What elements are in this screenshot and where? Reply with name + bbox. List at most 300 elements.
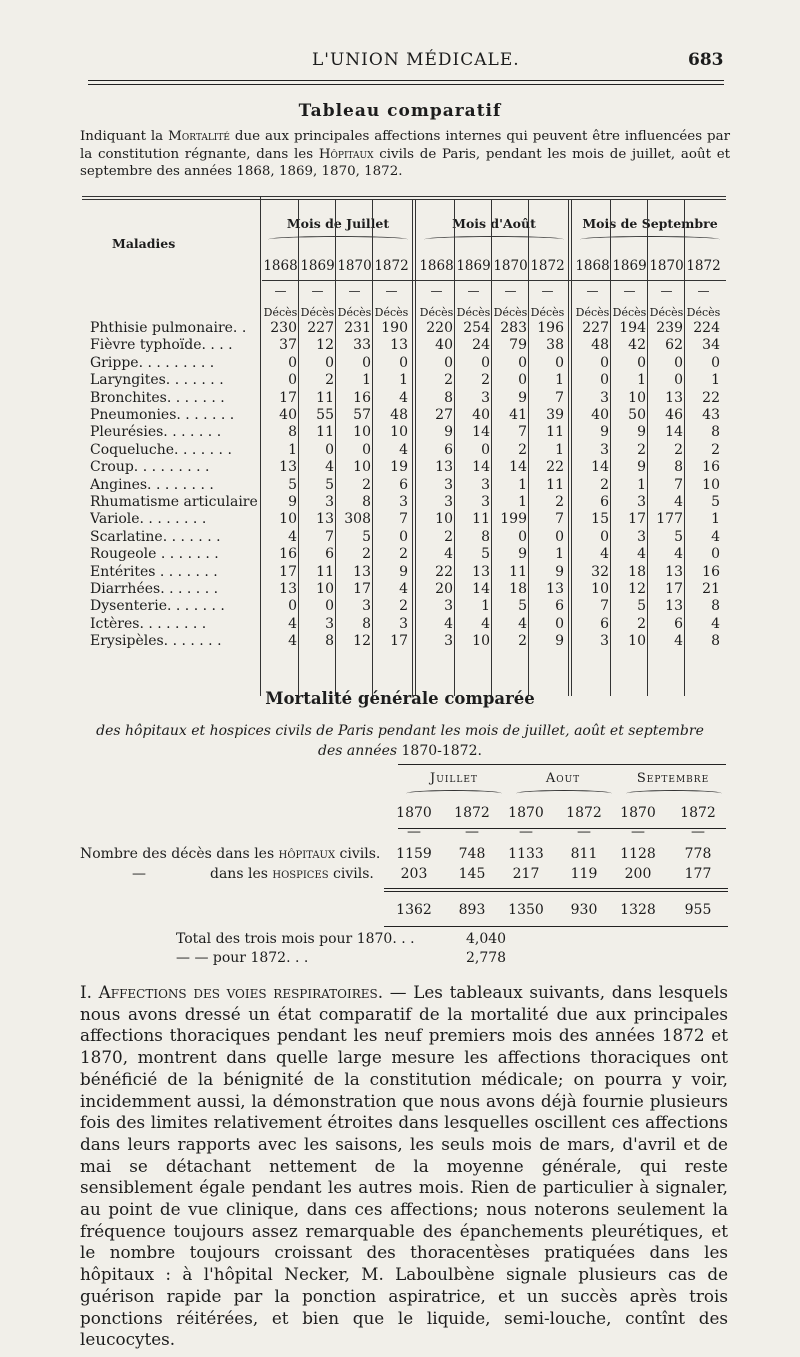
t2-hopitaux-value: 1133	[508, 846, 544, 862]
death-count: 2	[518, 441, 527, 458]
death-count: 7	[555, 389, 564, 406]
disease-name: Coqueluche. . . . . . .	[90, 441, 232, 458]
death-count: 11	[472, 511, 490, 528]
death-count: 6	[444, 441, 453, 458]
death-count: 308	[344, 511, 371, 528]
death-count: 4	[637, 546, 646, 563]
death-count: 7	[399, 511, 408, 528]
year-header: 1870	[649, 258, 684, 274]
death-count: 3	[600, 633, 609, 650]
death-count: 4	[711, 528, 720, 545]
death-count: 34	[702, 337, 720, 354]
death-count: 7	[325, 528, 334, 545]
death-count: 0	[518, 372, 527, 389]
death-count: 13	[279, 459, 297, 476]
death-count: 27	[435, 407, 453, 423]
death-count: 14	[472, 459, 490, 476]
t2-month-aout: Aout	[545, 771, 581, 786]
death-count: 1	[637, 476, 646, 493]
death-count: 4	[711, 615, 720, 632]
death-count: 220	[426, 320, 453, 336]
table-top-rule-2	[82, 199, 726, 200]
year-header: 1870	[493, 258, 528, 274]
death-count: 0	[555, 528, 564, 545]
deces-label: Décès	[300, 306, 335, 319]
t2-sum-rule	[384, 888, 728, 889]
death-count: 1	[288, 441, 297, 458]
death-count: 9	[399, 563, 408, 580]
death-count: 6	[325, 546, 334, 563]
year-dash: —	[541, 284, 554, 298]
death-count: 4	[325, 459, 334, 476]
year-dash: —	[467, 284, 480, 298]
year-header: 1872	[686, 258, 721, 274]
death-count: 24	[472, 337, 490, 354]
death-count: 5	[362, 528, 371, 545]
disease-name: Bronchites. . . . . . .	[90, 389, 225, 406]
death-count: 18	[509, 581, 527, 597]
death-count: 0	[288, 598, 297, 615]
year-header: 1868	[263, 258, 298, 274]
deces-label: Décès	[419, 306, 454, 319]
disease-name: Phthisie pulmonaire. .	[90, 320, 247, 336]
t2-total-value: 955	[684, 902, 712, 918]
column-rule	[412, 200, 413, 696]
death-count: 17	[279, 389, 297, 406]
t2-brace-septembre	[626, 790, 722, 797]
deces-label: Décès	[612, 306, 647, 319]
disease-name: Entérites . . . . . . .	[90, 563, 218, 580]
death-count: 8	[481, 528, 490, 545]
year-dash: —	[504, 284, 517, 298]
death-count: 3	[600, 441, 609, 458]
disease-name: Pneumonies. . . . . . .	[90, 407, 235, 423]
death-count: 14	[472, 581, 490, 597]
t2-brace-aout	[516, 790, 612, 797]
death-count: 3	[481, 389, 490, 406]
death-count: 1	[555, 372, 564, 389]
year-header: 1870	[337, 258, 372, 274]
death-count: 3	[481, 494, 490, 510]
death-count: 0	[325, 441, 334, 458]
death-count: 14	[665, 424, 683, 441]
death-count: 13	[665, 598, 683, 615]
t2-year-header: 1870	[508, 805, 544, 821]
mortality-table-by-disease	[82, 196, 726, 696]
death-count: 11	[316, 424, 334, 441]
running-header	[0, 48, 800, 76]
table-top-rule	[82, 196, 726, 197]
death-count: 12	[316, 337, 334, 354]
year-header: 1872	[374, 258, 409, 274]
t2-hospices-value: 200	[624, 866, 652, 882]
year-header: 1868	[575, 258, 610, 274]
death-count: 9	[288, 494, 297, 510]
death-count: 0	[711, 546, 720, 563]
death-count: 0	[518, 354, 527, 371]
death-count: 194	[619, 320, 646, 336]
death-count: 9	[518, 546, 527, 563]
death-count: 9	[600, 424, 609, 441]
section-body: — Les tableaux suivants, dans lesquels nous avons dressé un état comparatif de la mortalité due aux principales affections thoraciques pendant les neuf premiers mois des années 1872 et 1870, montrent dans quelle large mesure les affections thoraciques ont bénéficié de la bénignité de la constitution médicale; on pourra y voir, incidemment aussi, la démonstration que nous avons déjà fournie plusieurs fois des limites relativement étroites dans lesquelles oscillent ces affections dans leurs rapports avec les saisons, les seuls mois de mars, d'avril et de mai se détachant nettement de la moyenne générale, qui reste sensiblement égale pendant les autres mois. Rien de particulier à signaler, au point de vue clinique, dans ces affections; nous noterons seulement la fréquence toujours assez remarquable des épanchements pleurétiques, et le nombre toujours croissant des thoracentèses pratiquées dans les hôpitaux : à l'hôpital Necker, M. Laboulbène signale plusieurs cas de guérison rapide par la ponction aspiratrice, et un succès après trois ponctions réitérées, et bien que le liquide, semi-louche, contînt des leucocytes.	[80, 982, 728, 1350]
death-count: 224	[693, 320, 720, 336]
death-count: 2	[600, 476, 609, 493]
death-count: 2	[637, 615, 646, 632]
death-count: 13	[665, 389, 683, 406]
death-count: 1	[399, 372, 408, 389]
death-count: 14	[472, 424, 490, 441]
death-count: 2	[555, 494, 564, 510]
journal-title: L'UNION MÉDICALE.	[312, 50, 520, 70]
death-count: 21	[702, 581, 720, 597]
death-count: 4	[399, 581, 408, 597]
death-count: 0	[399, 354, 408, 371]
disease-name: Variole. . . . . . . .	[90, 511, 207, 528]
table2-subtitle: des hôpitaux et hospices civils de Paris pendant les mois de juillet, août et septembre des années 1870-1872.	[96, 723, 704, 759]
death-count: 3	[444, 633, 453, 650]
death-count: 1	[518, 494, 527, 510]
death-count: 0	[637, 354, 646, 371]
t2-hospices-value: 203	[400, 866, 428, 882]
death-count: 5	[711, 494, 720, 510]
year-dash: —	[385, 284, 398, 298]
death-count: 50	[628, 407, 646, 423]
death-count: 9	[637, 459, 646, 476]
t2-year-header: 1870	[620, 805, 656, 821]
death-count: 48	[390, 407, 408, 423]
death-count: 0	[362, 441, 371, 458]
column-rule	[571, 200, 572, 696]
year-dash: —	[697, 284, 710, 298]
death-count: 3	[325, 494, 334, 510]
death-count: 4	[399, 441, 408, 458]
t2-year-dash: —	[465, 824, 479, 840]
disease-name: Ictères. . . . . . . .	[90, 615, 207, 632]
t2-year-dash: —	[691, 824, 705, 840]
death-count: 254	[463, 320, 490, 336]
death-count: 190	[381, 320, 408, 336]
month-header-aout: Mois d'Août	[452, 216, 536, 231]
death-count: 5	[674, 528, 683, 545]
death-count: 4	[399, 389, 408, 406]
t2-hospices-value: 177	[684, 866, 712, 882]
death-count: 5	[518, 598, 527, 615]
year-dash: —	[660, 284, 673, 298]
death-count: 13	[472, 563, 490, 580]
death-count: 5	[481, 546, 490, 563]
death-count: 16	[702, 459, 720, 476]
death-count: 79	[509, 337, 527, 354]
death-count: 1	[555, 546, 564, 563]
death-count: 1	[555, 441, 564, 458]
total-1872-value: 2,778	[466, 950, 507, 966]
death-count: 0	[288, 372, 297, 389]
death-count: 4	[288, 615, 297, 632]
total-1870-label: Total des trois mois pour 1870. . .	[176, 931, 415, 947]
death-count: 17	[353, 581, 371, 597]
death-count: 8	[325, 633, 334, 650]
header-rule	[88, 80, 724, 81]
death-count: 20	[435, 581, 453, 597]
death-count: 227	[307, 320, 334, 336]
death-count: 9	[444, 424, 453, 441]
t2-year-dash: —	[407, 824, 421, 840]
t2-total-value: 893	[458, 902, 486, 918]
deces-label: Décès	[686, 306, 721, 319]
death-count: 10	[628, 389, 646, 406]
year-dash: —	[430, 284, 443, 298]
t2-year-header: 1872	[680, 805, 716, 821]
death-count: 42	[628, 337, 646, 354]
deces-label: Décès	[530, 306, 565, 319]
death-count: 4	[674, 633, 683, 650]
death-count: 10	[279, 511, 297, 528]
section-respiratory-paragraph	[80, 982, 728, 1351]
deces-label: Décès	[575, 306, 610, 319]
disease-name: Fièvre typhoïde. . . .	[90, 337, 233, 354]
disease-name: Diarrhées. . . . . . .	[90, 581, 219, 597]
death-count: 1	[711, 511, 720, 528]
death-count: 2	[362, 546, 371, 563]
death-count: 40	[435, 337, 453, 354]
table2-title: Mortalité générale comparée	[265, 689, 535, 708]
t2-year-dash: —	[631, 824, 645, 840]
death-count: 0	[444, 354, 453, 371]
death-count: 196	[537, 320, 564, 336]
t2-row-hospices-dash: —	[132, 866, 146, 882]
death-count: 5	[637, 598, 646, 615]
year-header: 1872	[530, 258, 565, 274]
column-rule	[415, 200, 416, 696]
death-count: 6	[555, 598, 564, 615]
disease-name: Rougeole . . . . . . .	[90, 546, 219, 563]
death-count: 2	[637, 441, 646, 458]
t2-hopitaux-value: 778	[684, 846, 712, 862]
deces-label: Décès	[263, 306, 298, 319]
death-count: 40	[591, 407, 609, 423]
death-count: 10	[472, 633, 490, 650]
death-count: 2	[481, 372, 490, 389]
death-count: 1	[518, 476, 527, 493]
death-count: 3	[399, 494, 408, 510]
disease-name: Rhumatisme articulaire	[90, 494, 258, 510]
death-count: 4	[600, 546, 609, 563]
month-header-septembre: Mois de Septembre	[582, 216, 718, 231]
death-count: 3	[362, 598, 371, 615]
death-count: 8	[362, 615, 371, 632]
page-number: 683	[688, 50, 724, 70]
death-count: 11	[546, 476, 564, 493]
death-count: 41	[509, 407, 527, 423]
death-count: 16	[353, 389, 371, 406]
death-count: 3	[399, 615, 408, 632]
death-count: 8	[711, 633, 720, 650]
death-count: 43	[702, 407, 720, 423]
table1-intro: Indiquant la Mortalité due aux principales affections internes qui peuvent être influencées par la constitution régnante, dans les Hôpitaux civils de Paris, pendant les mois de juillet, août et septembre des années 1868, 1869, 1870, 1872.	[80, 129, 731, 179]
death-count: 8	[444, 389, 453, 406]
death-count: 13	[279, 581, 297, 597]
month-header-juillet: Mois de Juillet	[286, 216, 390, 231]
t2-year-dash: —	[577, 824, 591, 840]
death-count: 10	[702, 476, 720, 493]
death-count: 22	[435, 563, 453, 580]
t2-total-value: 1350	[508, 902, 544, 918]
death-count: 283	[500, 320, 527, 336]
death-count: 2	[399, 598, 408, 615]
death-count: 7	[518, 424, 527, 441]
death-count: 18	[628, 563, 646, 580]
deces-label: Décès	[337, 306, 372, 319]
death-count: 62	[665, 337, 683, 354]
death-count: 10	[628, 633, 646, 650]
death-count: 38	[546, 337, 564, 354]
death-count: 11	[316, 389, 334, 406]
death-count: 177	[656, 511, 683, 528]
year-header: 1869	[300, 258, 335, 274]
death-count: 2	[444, 528, 453, 545]
death-count: 8	[711, 424, 720, 441]
deces-label: Décès	[456, 306, 491, 319]
disease-name: Angines. . . . . . . .	[90, 476, 214, 493]
death-count: 9	[555, 633, 564, 650]
death-count: 4	[674, 546, 683, 563]
death-count: 10	[591, 581, 609, 597]
death-count: 4	[288, 528, 297, 545]
t2-bottom-rule	[384, 926, 728, 927]
death-count: 230	[270, 320, 297, 336]
death-count: 6	[600, 615, 609, 632]
death-count: 5	[288, 476, 297, 493]
death-count: 3	[637, 494, 646, 510]
year-header: 1868	[419, 258, 454, 274]
death-count: 2	[444, 372, 453, 389]
t2-year-header: 1872	[566, 805, 602, 821]
t2-hopitaux-value: 811	[570, 846, 598, 862]
death-count: 12	[628, 581, 646, 597]
death-count: 0	[325, 598, 334, 615]
death-count: 9	[518, 389, 527, 406]
death-count: 39	[546, 407, 564, 423]
section-heading: I. Affections des voies respiratoires.	[80, 982, 384, 1002]
death-count: 46	[665, 407, 683, 423]
t2-hopitaux-value: 1128	[620, 846, 656, 862]
total-1870-value: 4,040	[466, 931, 507, 947]
death-count: 13	[390, 337, 408, 354]
death-count: 231	[344, 320, 371, 336]
death-count: 13	[435, 459, 453, 476]
year-header: 1869	[612, 258, 647, 274]
death-count: 17	[390, 633, 408, 650]
death-count: 0	[600, 354, 609, 371]
t2-hospices-value: 145	[458, 866, 486, 882]
death-count: 14	[591, 459, 609, 476]
death-count: 10	[353, 459, 371, 476]
t2-year-header: 1870	[396, 805, 432, 821]
death-count: 0	[674, 372, 683, 389]
death-count: 40	[279, 407, 297, 423]
deces-label: Décès	[374, 306, 409, 319]
death-count: 0	[481, 441, 490, 458]
year-dash: —	[348, 284, 361, 298]
death-count: 13	[353, 563, 371, 580]
t2-sum-rule-2	[384, 891, 728, 892]
t2-top-rule	[398, 764, 726, 765]
death-count: 4	[288, 633, 297, 650]
death-count: 13	[316, 511, 334, 528]
death-count: 1	[481, 598, 490, 615]
death-count: 2	[674, 441, 683, 458]
death-count: 3	[325, 615, 334, 632]
death-count: 0	[518, 528, 527, 545]
death-count: 3	[444, 494, 453, 510]
death-count: 17	[665, 581, 683, 597]
disease-name: Grippe. . . . . . . . .	[90, 354, 215, 371]
deces-label: Décès	[493, 306, 528, 319]
year-header: 1869	[456, 258, 491, 274]
total-1872-label: — — pour 1872. . .	[176, 950, 309, 966]
death-count: 10	[390, 424, 408, 441]
t2-total-value: 1362	[396, 902, 432, 918]
death-count: 3	[637, 528, 646, 545]
year-dash: —	[586, 284, 599, 298]
disease-name: Erysipèles. . . . . . .	[90, 633, 222, 650]
death-count: 6	[600, 494, 609, 510]
table1-title: Tableau comparatif	[298, 101, 502, 121]
death-count: 17	[628, 511, 646, 528]
death-count: 0	[555, 354, 564, 371]
death-count: 8	[711, 598, 720, 615]
death-count: 11	[316, 563, 334, 580]
disease-name: Dysenterie. . . . . . .	[90, 598, 225, 615]
t2-year-header: 1872	[454, 805, 490, 821]
death-count: 0	[362, 354, 371, 371]
death-count: 2	[711, 441, 720, 458]
t2-brace-juillet	[406, 790, 502, 797]
disease-name: Laryngites. . . . . . .	[90, 372, 224, 389]
deces-label: Décès	[649, 306, 684, 319]
death-count: 3	[444, 598, 453, 615]
death-count: 37	[279, 337, 297, 354]
brace-aout	[424, 236, 564, 243]
death-count: 16	[279, 546, 297, 563]
death-count: 32	[591, 563, 609, 580]
years-rule	[262, 280, 726, 281]
t2-year-dash: —	[519, 824, 533, 840]
death-count: 2	[399, 546, 408, 563]
death-count: 13	[546, 581, 564, 597]
death-count: 227	[582, 320, 609, 336]
death-count: 239	[656, 320, 683, 336]
year-dash: —	[274, 284, 287, 298]
brace-septembre	[580, 236, 720, 243]
death-count: 6	[674, 615, 683, 632]
death-count: 10	[435, 511, 453, 528]
death-count: 7	[674, 476, 683, 493]
t2-hospices-value: 119	[570, 866, 598, 882]
death-count: 3	[600, 389, 609, 406]
death-count: 55	[316, 407, 334, 423]
death-count: 0	[325, 354, 334, 371]
death-count: 4	[518, 615, 527, 632]
death-count: 10	[353, 424, 371, 441]
column-label-maladies: Maladies	[112, 236, 176, 251]
disease-name: Croup. . . . . . . . .	[90, 459, 210, 476]
death-count: 40	[472, 407, 490, 423]
death-count: 8	[362, 494, 371, 510]
t2-row-hospices-label: dans les hospices civils.	[210, 866, 374, 882]
death-count: 2	[325, 372, 334, 389]
header-rule-2	[88, 84, 724, 85]
